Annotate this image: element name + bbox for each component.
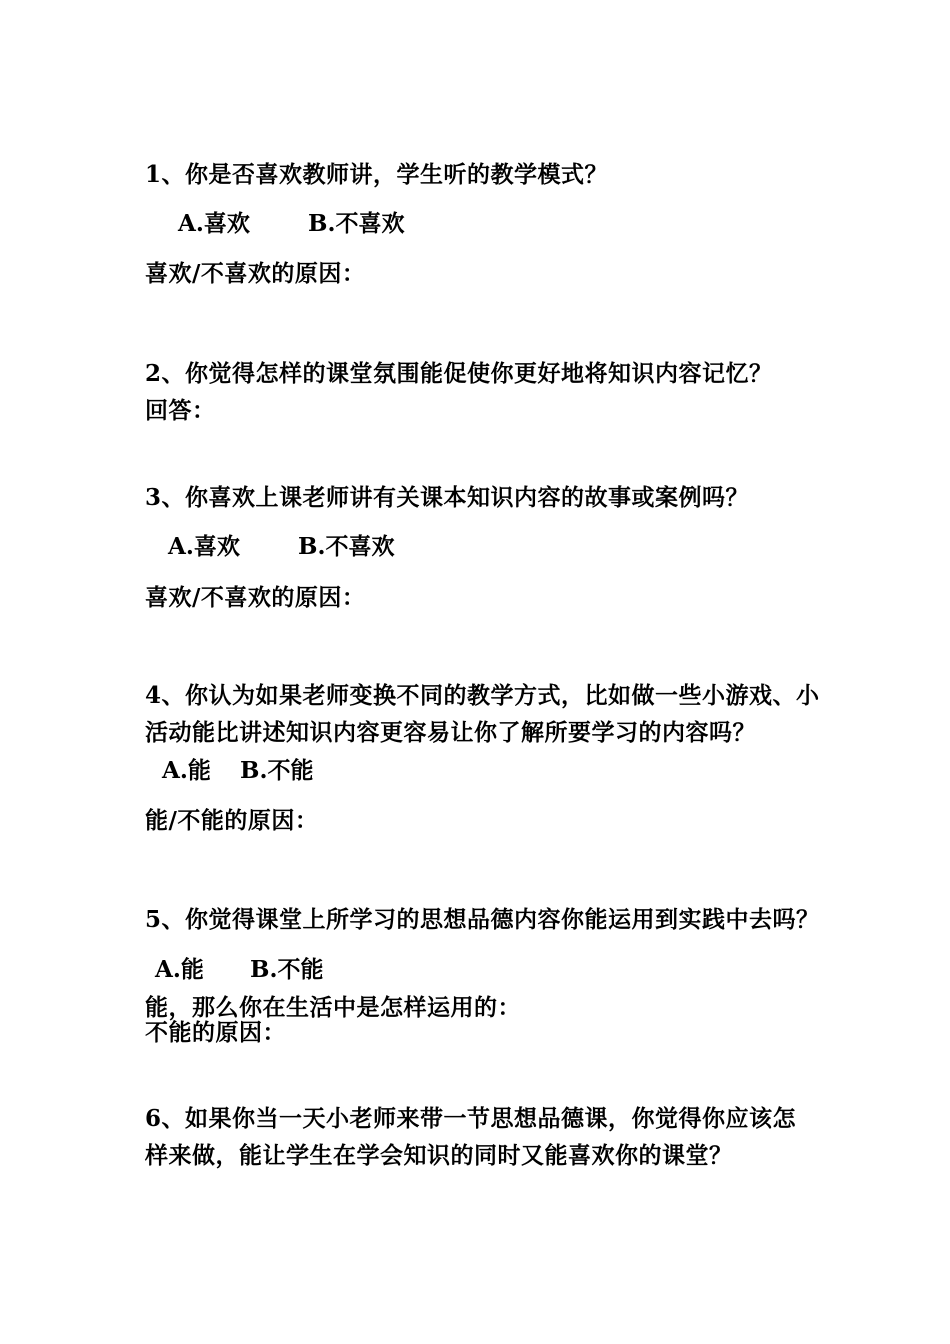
question-4-followup: 能/不能的原因： — [145, 807, 319, 834]
question-1-text: 1、你是否喜欢教师讲，学生听的教学模式？ — [145, 161, 609, 188]
question-2-answer-label: 回答： — [145, 397, 216, 424]
question-3-text: 3、你喜欢上课老师讲有关课本知识内容的故事或案例吗？ — [145, 484, 750, 511]
question-3-option-b: B.不喜欢 — [298, 533, 395, 560]
question-2-text: 2、你觉得怎样的课堂氛围能促使你更好地将知识内容记忆？ — [145, 360, 773, 387]
question-4-text-line-1: 4、你认为如果老师变换不同的教学方式，比如做一些小游戏、小 — [145, 682, 820, 709]
question-5-option-b: B.不能 — [250, 956, 324, 983]
question-1-option-a: A.喜欢 — [178, 210, 250, 237]
question-3-option-a: A.喜欢 — [168, 533, 240, 560]
question-5-option-a: A.能 — [155, 956, 204, 983]
question-4-text-line-2: 活动能比讲述知识内容更容易让你了解所要学习的内容吗？ — [145, 719, 756, 746]
question-5-followup-2: 不能的原因： — [145, 1019, 286, 1046]
question-1-followup: 喜欢/不喜欢的原因： — [145, 260, 366, 287]
question-6-text-line-1: 6、如果你当一天小老师来带一节思想品德课，你觉得你应该怎 — [145, 1105, 797, 1132]
question-3-followup: 喜欢/不喜欢的原因： — [145, 584, 366, 611]
question-1-option-b: B.不喜欢 — [308, 210, 405, 237]
question-4-option-b: B.不能 — [240, 757, 314, 784]
question-4-option-a: A.能 — [162, 757, 211, 784]
question-6-text-line-2: 样来做，能让学生在学会知识的同时又能喜欢你的课堂？ — [145, 1142, 733, 1169]
question-5-followup-1: 能，那么你在生活中是怎样运用的： — [145, 994, 521, 1021]
question-5-text: 5、你觉得课堂上所学习的思想品德内容你能运用到实践中去吗？ — [145, 906, 820, 933]
